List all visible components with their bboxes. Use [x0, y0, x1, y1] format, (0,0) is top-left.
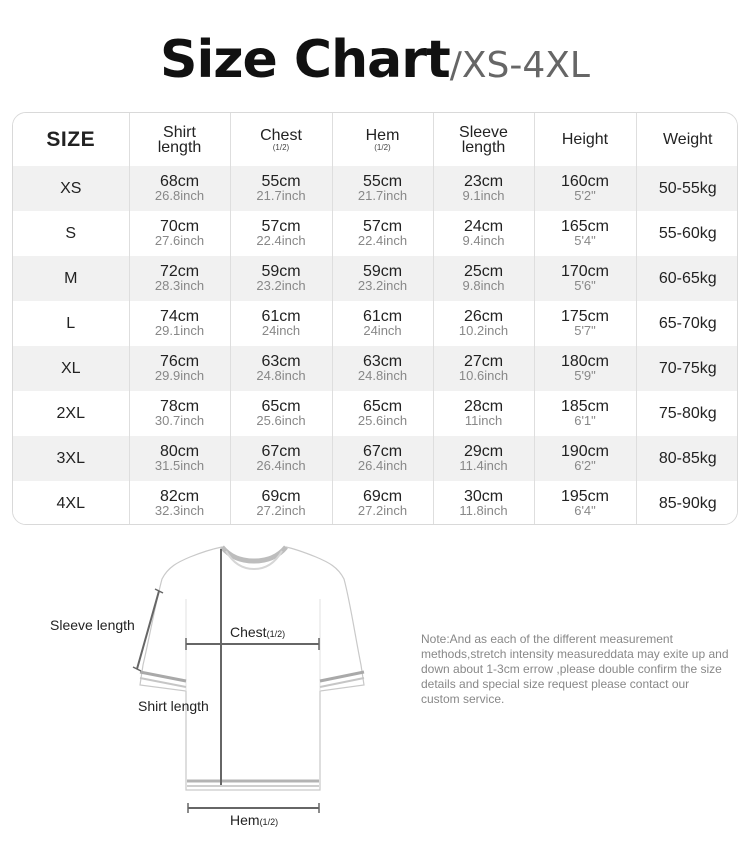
cell-sleeve-length: 27cm 10.6inch — [433, 346, 534, 391]
cell-weight: 60-65kg — [636, 256, 738, 301]
shirt-diagram — [0, 535, 420, 835]
cell-weight: 75-80kg — [636, 391, 738, 436]
cell-shirt-length: 78cm 30.7inch — [129, 391, 230, 436]
cell-sleeve-length: 29cm 11.4inch — [433, 436, 534, 481]
cell-shirt-length: 82cm 32.3inch — [129, 481, 230, 525]
cell-size: XL — [13, 346, 129, 391]
cell-chest: 67cm 26.4inch — [230, 436, 332, 481]
label-hem: Hem(1/2) — [230, 812, 279, 828]
cell-size: 3XL — [13, 436, 129, 481]
measurement-note: Note:And as each of the different measurement methods,stretch intensity measureddata may exite up and down about 1-3cm errow ,please double confirm the size details and special size request please contact our custom service. — [421, 632, 729, 706]
table-row — [13, 391, 738, 436]
cell-hem: 57cm 22.4inch — [332, 211, 433, 256]
cell-chest: 63cm 24.8inch — [230, 346, 332, 391]
table-header-row — [13, 113, 738, 166]
cell-height: 175cm 5'7" — [534, 301, 636, 346]
cell-height: 180cm 5'9" — [534, 346, 636, 391]
table-row — [13, 346, 738, 391]
label-chest: Chest(1/2) — [230, 624, 286, 640]
cell-height: 165cm 5'4" — [534, 211, 636, 256]
cell-hem: 67cm 26.4inch — [332, 436, 433, 481]
cell-height: 185cm 6'1" — [534, 391, 636, 436]
label-shirt-length: Shirt length — [138, 698, 209, 714]
cell-size: 2XL — [13, 391, 129, 436]
cell-sleeve-length: 23cm 9.1inch — [433, 166, 534, 211]
cell-sleeve-length: 25cm 9.8inch — [433, 256, 534, 301]
cell-shirt-length: 70cm 27.6inch — [129, 211, 230, 256]
cell-shirt-length: 74cm 29.1inch — [129, 301, 230, 346]
header-size: SIZE — [13, 113, 129, 166]
size-table-card — [12, 112, 738, 525]
table-row — [13, 481, 738, 525]
cell-height: 160cm 5'2" — [534, 166, 636, 211]
cell-sleeve-length: 24cm 9.4inch — [433, 211, 534, 256]
cell-weight: 80-85kg — [636, 436, 738, 481]
cell-chest: 65cm 25.6inch — [230, 391, 332, 436]
cell-height: 170cm 5'6" — [534, 256, 636, 301]
cell-size: XS — [13, 166, 129, 211]
label-sleeve-length: Sleeve length — [50, 617, 135, 633]
title-main: Size Chart — [160, 30, 450, 90]
cell-hem: 55cm 21.7inch — [332, 166, 433, 211]
cell-height: 195cm 6'4" — [534, 481, 636, 525]
cell-chest: 55cm 21.7inch — [230, 166, 332, 211]
cell-hem: 65cm 25.6inch — [332, 391, 433, 436]
cell-sleeve-length: 28cm 11inch — [433, 391, 534, 436]
cell-chest: 61cm 24inch — [230, 301, 332, 346]
cell-chest: 57cm 22.4inch — [230, 211, 332, 256]
cell-shirt-length: 76cm 29.9inch — [129, 346, 230, 391]
cell-hem: 59cm 23.2inch — [332, 256, 433, 301]
cell-size: 4XL — [13, 481, 129, 525]
cell-shirt-length: 80cm 31.5inch — [129, 436, 230, 481]
cell-hem: 69cm 27.2inch — [332, 481, 433, 525]
cell-weight: 50-55kg — [636, 166, 738, 211]
table-row — [13, 436, 738, 481]
cell-size: S — [13, 211, 129, 256]
cell-size: L — [13, 301, 129, 346]
header-weight: Weight — [636, 113, 738, 166]
table-row — [13, 301, 738, 346]
cell-shirt-length: 72cm 28.3inch — [129, 256, 230, 301]
size-table — [13, 113, 738, 525]
header-hem: Hem (1/2) — [332, 113, 433, 166]
header-height: Height — [534, 113, 636, 166]
cell-sleeve-length: 26cm 10.2inch — [433, 301, 534, 346]
page-title — [0, 30, 750, 90]
cell-size: M — [13, 256, 129, 301]
cell-height: 190cm 6'2" — [534, 436, 636, 481]
header-chest: Chest (1/2) — [230, 113, 332, 166]
table-row — [13, 211, 738, 256]
cell-hem: 63cm 24.8inch — [332, 346, 433, 391]
cell-sleeve-length: 30cm 11.8inch — [433, 481, 534, 525]
t-shirt-outline-icon — [0, 535, 420, 835]
table-row — [13, 256, 738, 301]
cell-chest: 69cm 27.2inch — [230, 481, 332, 525]
title-range: /XS-4XL — [449, 45, 590, 86]
header-shirt-length: Shirt length — [129, 113, 230, 166]
table-row — [13, 166, 738, 211]
header-sleeve-length: Sleeve length — [433, 113, 534, 166]
cell-weight: 55-60kg — [636, 211, 738, 256]
cell-weight: 70-75kg — [636, 346, 738, 391]
cell-hem: 61cm 24inch — [332, 301, 433, 346]
cell-weight: 85-90kg — [636, 481, 738, 525]
cell-shirt-length: 68cm 26.8inch — [129, 166, 230, 211]
cell-weight: 65-70kg — [636, 301, 738, 346]
cell-chest: 59cm 23.2inch — [230, 256, 332, 301]
